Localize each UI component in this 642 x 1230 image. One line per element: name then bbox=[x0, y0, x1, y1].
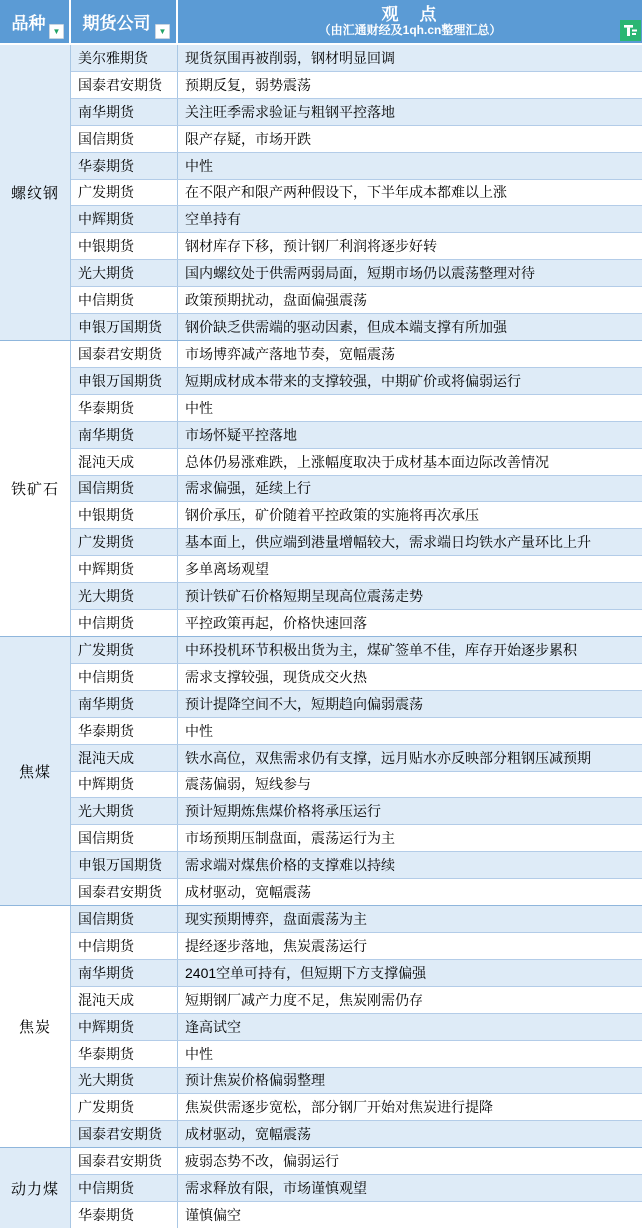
company-cell[interactable]: 国信期货 bbox=[71, 825, 178, 851]
opinion-cell[interactable]: 多单离场观望 bbox=[185, 561, 269, 578]
table-row bbox=[71, 260, 642, 287]
variety-cell[interactable]: 铁矿石 bbox=[0, 341, 71, 636]
company-cell[interactable]: 广发期货 bbox=[71, 180, 178, 206]
company-cell[interactable]: 光大期货 bbox=[71, 583, 178, 609]
table-row bbox=[71, 1041, 642, 1068]
company-cell[interactable]: 国信期货 bbox=[71, 126, 178, 152]
company-cell[interactable]: 南华期货 bbox=[71, 422, 178, 448]
company-cell[interactable]: 国泰君安期货 bbox=[71, 72, 178, 98]
table-row bbox=[71, 583, 642, 610]
opinion-cell[interactable]: 提经逐步落地，焦炭震荡运行 bbox=[185, 937, 367, 954]
section-rows bbox=[71, 1148, 642, 1228]
table-row bbox=[71, 449, 642, 476]
opinion-cell[interactable]: 政策预期扰动，盘面偏强震荡 bbox=[185, 292, 367, 309]
variety-filter-dropdown-icon[interactable]: ▼ bbox=[49, 24, 64, 39]
opinion-cell[interactable]: 现实预期博弈，盘面震荡为主 bbox=[185, 911, 367, 928]
table-row bbox=[71, 772, 642, 799]
opinion-cell[interactable]: 预计焦炭价格偏弱整理 bbox=[185, 1072, 325, 1089]
opinion-cell[interactable]: 疲弱态势不改，偏弱运行 bbox=[185, 1153, 339, 1170]
table-row bbox=[71, 798, 642, 825]
company-cell[interactable]: 华泰期货 bbox=[71, 718, 178, 744]
company-cell[interactable]: 中辉期货 bbox=[71, 1014, 178, 1040]
company-cell[interactable]: 国泰君安期货 bbox=[71, 341, 178, 367]
table-row bbox=[71, 422, 642, 449]
table-row bbox=[71, 395, 642, 422]
opinion-cell[interactable]: 预计铁矿石价格短期呈现高位震荡走势 bbox=[185, 588, 423, 605]
company-cell[interactable]: 国泰君安期货 bbox=[71, 1121, 178, 1147]
table-row bbox=[71, 987, 642, 1014]
table-row bbox=[71, 637, 642, 664]
company-cell[interactable]: 中信期货 bbox=[71, 933, 178, 959]
company-cell[interactable]: 国信期货 bbox=[71, 476, 178, 502]
column-header-variety[interactable] bbox=[0, 0, 71, 43]
company-cell[interactable]: 国泰君安期货 bbox=[71, 879, 178, 905]
table-row bbox=[71, 1094, 642, 1121]
company-cell[interactable]: 光大期货 bbox=[71, 1068, 178, 1094]
table-row bbox=[71, 960, 642, 987]
company-header-label: 期货公司 bbox=[82, 14, 151, 33]
company-cell[interactable]: 美尔雅期货 bbox=[71, 45, 178, 71]
table-row bbox=[71, 206, 642, 233]
opinion-cell[interactable]: 中性 bbox=[185, 157, 213, 174]
opinion-cell[interactable]: 成材驱动，宽幅震荡 bbox=[185, 1126, 311, 1143]
opinion-cell[interactable]: 市场怀疑平控落地 bbox=[185, 426, 297, 443]
company-cell[interactable]: 华泰期货 bbox=[71, 153, 178, 179]
table-row bbox=[71, 1148, 642, 1175]
opinion-cell[interactable]: 市场博弈减产落地节奏，宽幅震荡 bbox=[185, 345, 395, 362]
table-row bbox=[71, 341, 642, 368]
company-cell[interactable]: 广发期货 bbox=[71, 637, 178, 663]
company-cell[interactable]: 申银万国期货 bbox=[71, 314, 178, 340]
company-cell[interactable]: 混沌天成 bbox=[71, 745, 178, 771]
opinion-cell[interactable]: 预计提降空间不大，短期趋向偏弱震荡 bbox=[185, 695, 423, 712]
variety-cell[interactable]: 动力煤 bbox=[0, 1148, 71, 1228]
company-cell[interactable]: 中信期货 bbox=[71, 664, 178, 690]
company-cell[interactable]: 华泰期货 bbox=[71, 395, 178, 421]
table-row bbox=[71, 502, 642, 529]
opinion-cell[interactable]: 需求支撑较强，现货成交火热 bbox=[185, 668, 367, 685]
company-cell[interactable]: 中辉期货 bbox=[71, 556, 178, 582]
section-rows bbox=[71, 45, 642, 340]
company-cell[interactable]: 光大期货 bbox=[71, 798, 178, 824]
company-cell[interactable]: 华泰期货 bbox=[71, 1041, 178, 1067]
table-row bbox=[71, 852, 642, 879]
opinion-cell[interactable]: 震荡偏弱，短线参与 bbox=[185, 776, 311, 793]
company-cell[interactable]: 南华期货 bbox=[71, 99, 178, 125]
table-row bbox=[71, 691, 642, 718]
company-filter-dropdown-icon[interactable]: ▼ bbox=[155, 24, 170, 39]
company-cell[interactable]: 混沌天成 bbox=[71, 987, 178, 1013]
table-row bbox=[71, 1014, 642, 1041]
opinion-cell[interactable]: 铁水高位，双焦需求仍有支撑，远月贴水亦反映部分粗钢压减预期 bbox=[185, 749, 591, 766]
opinion-cell[interactable]: 焦炭供需逐步宽松，部分钢厂开始对焦炭进行提降 bbox=[185, 1099, 493, 1116]
table-row bbox=[71, 153, 642, 180]
table-row bbox=[71, 287, 642, 314]
opinion-header-subtitle: （由汇通财经及1qh.cn整理汇总） bbox=[318, 23, 502, 38]
section-rows bbox=[71, 906, 642, 1147]
table-body bbox=[0, 45, 642, 1228]
opinion-cell[interactable]: 谨慎偏空 bbox=[185, 1207, 241, 1224]
variety-header-label: 品种 bbox=[11, 14, 46, 33]
table-row bbox=[71, 314, 642, 340]
opinion-cell[interactable]: 关注旺季需求验证与粗钢平控落地 bbox=[185, 103, 395, 120]
opinion-cell[interactable]: 预期反复，弱势震荡 bbox=[185, 76, 311, 93]
company-cell[interactable]: 中信期货 bbox=[71, 1175, 178, 1201]
table-row bbox=[71, 1175, 642, 1202]
company-cell[interactable]: 南华期货 bbox=[71, 691, 178, 717]
opinion-cell[interactable]: 短期成材成本带来的支撑较强，中期矿价或将偏弱运行 bbox=[185, 372, 521, 389]
opinion-cell[interactable]: 2401空单可持有，但短期下方支撑偏强 bbox=[185, 964, 427, 981]
opinion-cell[interactable]: 短期钢厂减产力度不足，焦炭刚需仍存 bbox=[185, 991, 423, 1008]
opinion-cell[interactable]: 在不限产和限产两种假设下，下半年成本都难以上涨 bbox=[185, 184, 507, 201]
opinion-cell[interactable]: 预计短期炼焦煤价格将承压运行 bbox=[185, 803, 381, 820]
opinion-cell[interactable]: 中性 bbox=[185, 722, 213, 739]
company-cell[interactable]: 国泰君安期货 bbox=[71, 1148, 178, 1174]
opinion-cell[interactable]: 总体仍易涨难跌，上涨幅度取决于成材基本面边际改善情况 bbox=[185, 453, 549, 470]
company-cell[interactable]: 广发期货 bbox=[71, 529, 178, 555]
table-row bbox=[71, 529, 642, 556]
opinion-cell[interactable]: 成材驱动，宽幅震荡 bbox=[185, 884, 311, 901]
opinion-cell[interactable]: 现货氛围再被削弱，钢材明显回调 bbox=[185, 49, 395, 66]
table-row bbox=[71, 99, 642, 126]
opinion-cell[interactable]: 钢价承压，矿价随着平控政策的实施将再次承压 bbox=[185, 507, 479, 524]
opinion-cell[interactable]: 钢价缺乏供需端的驱动因素，但成本端支撑有所加强 bbox=[185, 319, 507, 336]
variety-cell[interactable]: 焦煤 bbox=[0, 637, 71, 905]
table-row bbox=[71, 72, 642, 99]
company-cell[interactable]: 中银期货 bbox=[71, 233, 178, 259]
company-cell[interactable]: 光大期货 bbox=[71, 260, 178, 286]
table-row bbox=[71, 718, 642, 745]
section-rows bbox=[71, 341, 642, 636]
variety-section bbox=[0, 1148, 642, 1228]
variety-cell[interactable]: 焦炭 bbox=[0, 906, 71, 1147]
opinion-cell[interactable]: 需求端对煤焦价格的支撑难以持续 bbox=[185, 857, 395, 874]
company-cell[interactable]: 混沌天成 bbox=[71, 449, 178, 475]
opinion-cell[interactable]: 中性 bbox=[185, 399, 213, 416]
opinion-cell[interactable]: 基本面上，供应端到港量增幅较大，需求端日均铁水产量环比上升 bbox=[185, 534, 591, 551]
table-row bbox=[71, 233, 642, 260]
company-cell[interactable]: 中信期货 bbox=[71, 610, 178, 636]
table-row bbox=[71, 126, 642, 153]
table-row bbox=[71, 825, 642, 852]
table-row bbox=[71, 1202, 642, 1228]
variety-section bbox=[0, 637, 642, 906]
opinion-cell[interactable]: 中环投机环节积极出货为主，煤矿签单不佳，库存开始逐步累积 bbox=[185, 641, 577, 658]
opinion-header-title: 观 点 bbox=[381, 4, 439, 24]
opinion-cell[interactable]: 市场预期压制盘面，震荡运行为主 bbox=[185, 830, 395, 847]
company-cell[interactable]: 申银万国期货 bbox=[71, 852, 178, 878]
company-cell[interactable]: 中辉期货 bbox=[71, 206, 178, 232]
table-row bbox=[71, 1068, 642, 1095]
table-row bbox=[71, 745, 642, 772]
column-header-opinion[interactable] bbox=[178, 0, 642, 43]
table-row bbox=[71, 1121, 642, 1147]
variety-cell[interactable]: 螺纹钢 bbox=[0, 45, 71, 340]
column-header-company[interactable] bbox=[71, 0, 178, 43]
opinion-cell[interactable]: 需求释放有限，市场谨慎观望 bbox=[185, 1180, 367, 1197]
table-row bbox=[71, 556, 642, 583]
variety-section bbox=[0, 45, 642, 341]
company-cell[interactable]: 中银期货 bbox=[71, 502, 178, 528]
opinion-cell[interactable]: 钢材库存下移，预计钢厂利润将逐步好转 bbox=[185, 238, 437, 255]
table-row bbox=[71, 610, 642, 636]
company-cell[interactable]: 国信期货 bbox=[71, 906, 178, 932]
opinion-cell[interactable]: 需求偏强，延续上行 bbox=[185, 480, 311, 497]
table-row bbox=[71, 906, 642, 933]
company-cell[interactable]: 中辉期货 bbox=[71, 772, 178, 798]
opinion-cell[interactable]: 空单持有 bbox=[185, 211, 241, 228]
table-row bbox=[71, 45, 642, 72]
section-rows bbox=[71, 637, 642, 905]
table-row bbox=[71, 933, 642, 960]
opinion-cell[interactable]: 限产存疑，市场开跌 bbox=[185, 130, 311, 147]
table-row bbox=[71, 879, 642, 905]
company-cell[interactable]: 广发期货 bbox=[71, 1094, 178, 1120]
table-row bbox=[71, 664, 642, 691]
variety-section bbox=[0, 341, 642, 637]
company-cell[interactable]: 华泰期货 bbox=[71, 1202, 178, 1228]
table-row bbox=[71, 476, 642, 503]
opinion-cell[interactable]: 平控政策再起，价格快速回落 bbox=[185, 615, 367, 632]
opinion-cell[interactable]: 中性 bbox=[185, 1045, 213, 1062]
table-header bbox=[0, 0, 642, 45]
variety-section bbox=[0, 906, 642, 1148]
opinion-cell[interactable]: 逢高试空 bbox=[185, 1018, 241, 1035]
funnel-glyph bbox=[623, 23, 638, 38]
company-cell[interactable]: 南华期货 bbox=[71, 960, 178, 986]
table-row bbox=[71, 180, 642, 207]
company-cell[interactable]: 中信期货 bbox=[71, 287, 178, 313]
opinion-cell[interactable]: 国内螺纹处于供需两弱局面，短期市场仍以震荡整理对待 bbox=[185, 265, 535, 282]
funnel-filter-icon[interactable] bbox=[620, 20, 641, 41]
company-cell[interactable]: 申银万国期货 bbox=[71, 368, 178, 394]
table-row bbox=[71, 368, 642, 395]
